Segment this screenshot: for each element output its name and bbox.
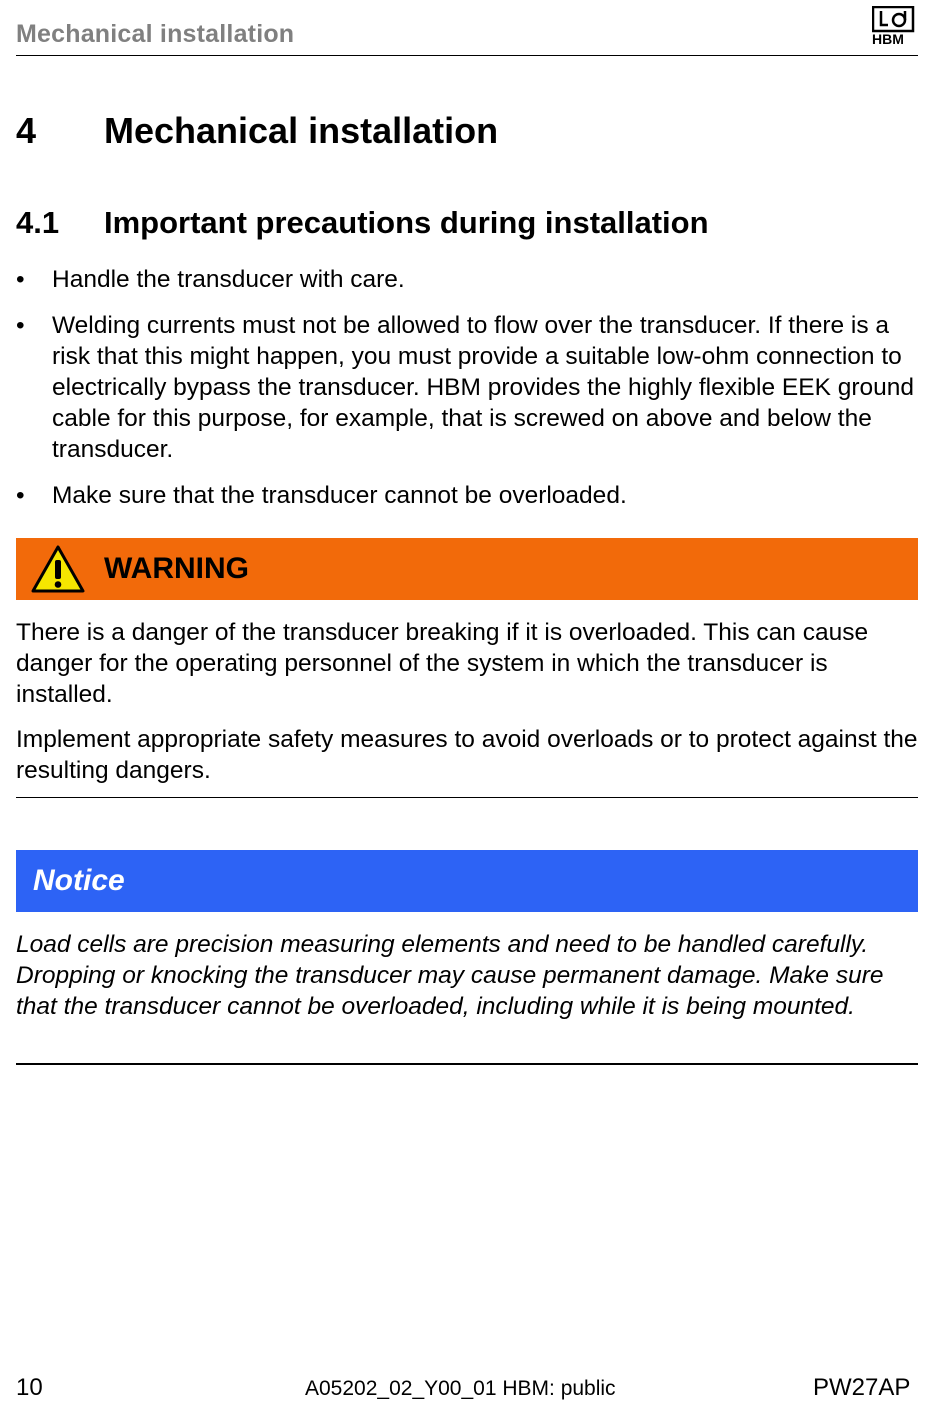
running-header-title: Mechanical installation bbox=[16, 20, 295, 48]
section-number: 4.1 bbox=[16, 205, 60, 240]
bullet-icon: • bbox=[16, 266, 25, 293]
notice-end-rule bbox=[16, 1063, 918, 1065]
hbm-logo bbox=[872, 6, 920, 46]
notice-text: Load cells are precision measuring elements and need to be handled carefully. Dropping or knocking the transducer may cause permanent damage. Make sure that the transducer cannot be overloaded, including while it is being mounted. bbox=[16, 931, 884, 1020]
chapter-number: 4 bbox=[16, 110, 37, 151]
list-item bbox=[16, 264, 918, 295]
chapter-title: Mechanical installation bbox=[104, 110, 499, 151]
document-id: A05202_02_Y00_01 HBM: public bbox=[305, 1377, 616, 1400]
svg-text:HBM: HBM bbox=[872, 31, 904, 46]
precautions-list bbox=[16, 264, 918, 526]
page-number: 10 bbox=[16, 1374, 43, 1401]
warning-end-rule bbox=[16, 797, 918, 798]
bullet-icon: • bbox=[16, 312, 25, 339]
product-name: PW27AP bbox=[813, 1374, 911, 1401]
list-item-text: Welding currents must not be allowed to flow over the transducer. If there is a risk that this might happen, you must provide a suitable low-ohm connection to electrically bypass the transducer. HBM provides the highly flexible EEK ground cable for this purpose, for example, that is screwed on above and below the transducer. bbox=[52, 312, 915, 463]
warning-title: WARNING bbox=[104, 552, 249, 585]
notice-banner bbox=[16, 850, 918, 912]
list-item bbox=[16, 310, 918, 465]
warning-paragraph: There is a danger of the transducer breaking if it is overloaded. This can cause danger for the operating personnel of the system in which the transducer is installed. bbox=[16, 619, 869, 708]
notice-title: Notice bbox=[33, 864, 125, 897]
warning-banner bbox=[16, 538, 918, 600]
list-item-text: Handle the transducer with care. bbox=[52, 266, 405, 293]
warning-text bbox=[16, 617, 922, 800]
section-title: Important precautions during installation bbox=[104, 205, 709, 240]
header-rule bbox=[16, 55, 918, 56]
list-item-text: Make sure that the transducer cannot be overloaded. bbox=[52, 482, 627, 509]
warning-paragraph: Implement appropriate safety measures to avoid overloads or to protect against the resulting dangers. bbox=[16, 726, 918, 784]
list-item bbox=[16, 480, 918, 511]
warning-triangle-icon bbox=[30, 544, 86, 594]
bullet-icon: • bbox=[16, 482, 25, 509]
